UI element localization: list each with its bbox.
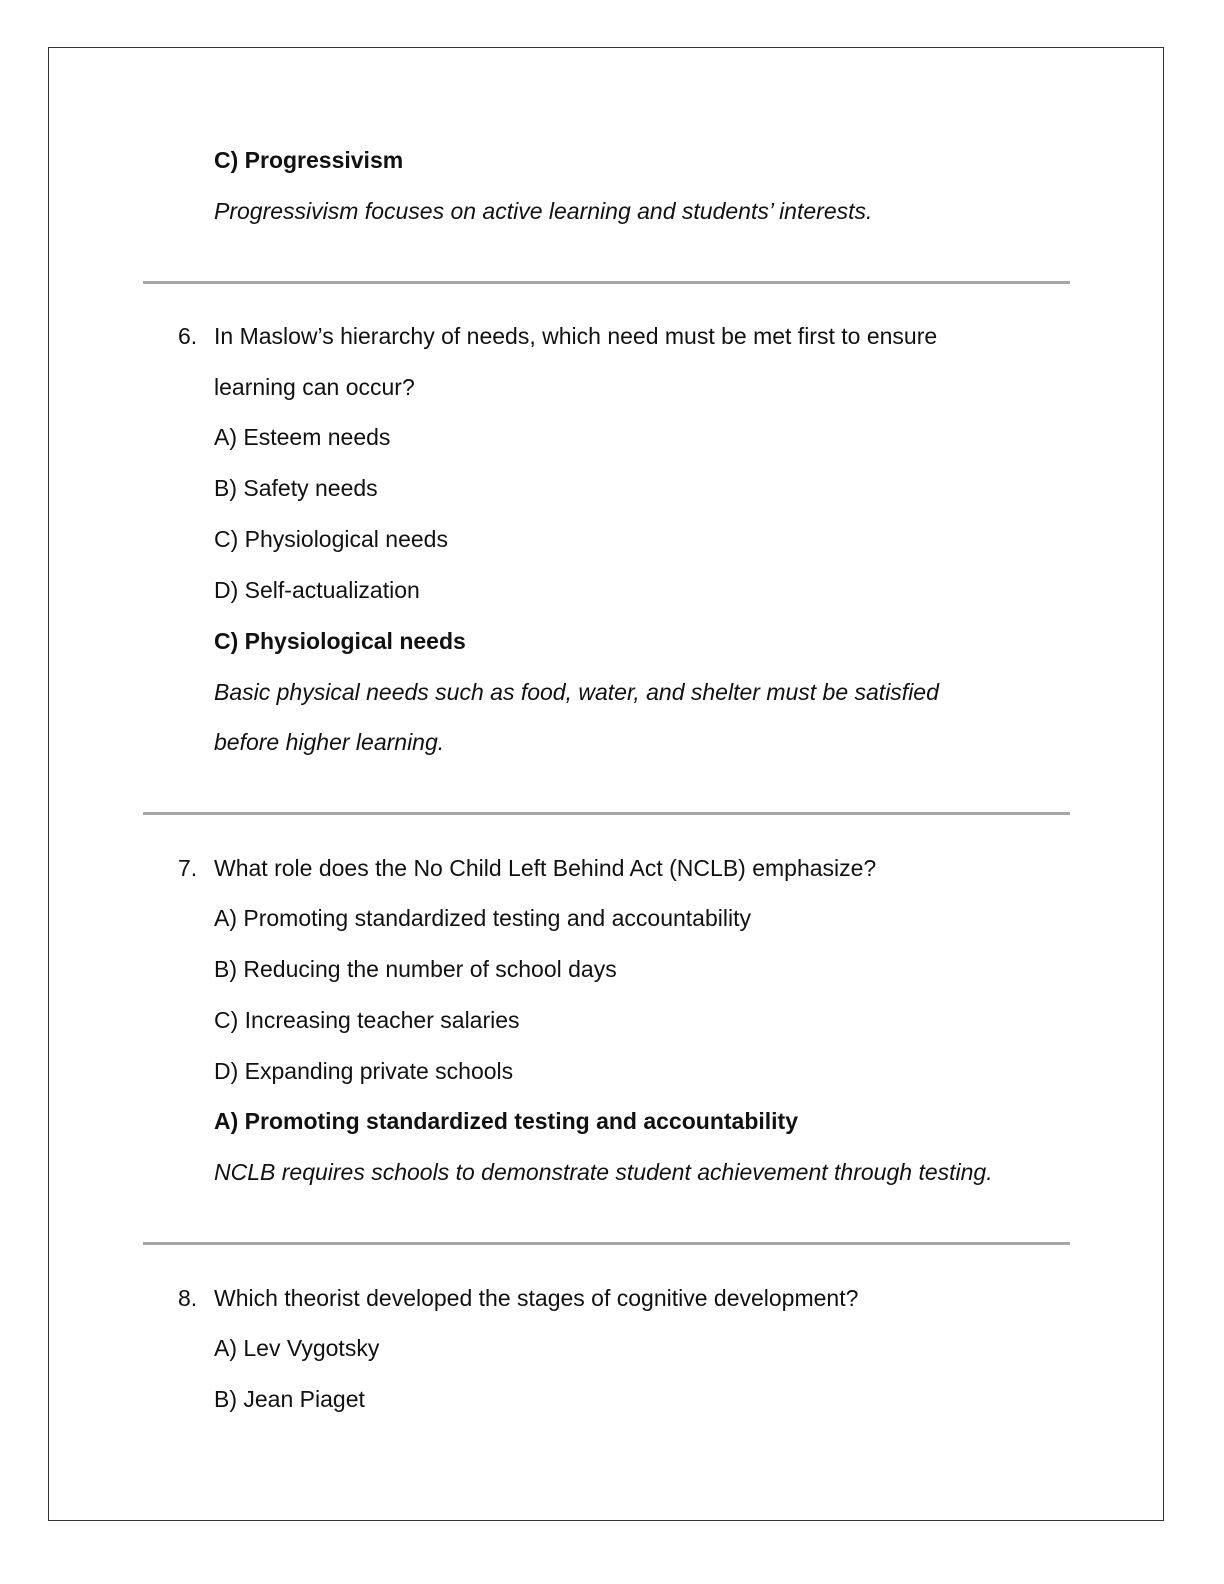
question-text: Which theorist developed the stages of cognitive development? <box>214 1285 859 1311</box>
divider <box>143 281 1070 284</box>
option-a: A) Lev Vygotsky <box>214 1335 380 1361</box>
option-b: B) Reducing the number of school days <box>214 956 617 982</box>
option-c: C) Increasing teacher salaries <box>214 1007 520 1033</box>
divider <box>143 1242 1070 1245</box>
question-text: learning can occur? <box>214 374 415 400</box>
explanation: NCLB requires schools to demonstrate student achievement through testing. <box>214 1159 993 1185</box>
option-a: A) Promoting standardized testing and accountability <box>214 905 751 931</box>
option-d: D) Expanding private schools <box>214 1058 514 1084</box>
option-a: A) Esteem needs <box>214 424 391 450</box>
question-number: 8. <box>178 1285 198 1311</box>
question-text: In Maslow’s hierarchy of needs, which need must be met first to ensure <box>214 323 938 349</box>
option-d: D) Self-actualization <box>214 577 420 603</box>
divider <box>143 812 1070 815</box>
question-text: What role does the No Child Left Behind Act (NCLB) emphasize? <box>214 855 877 881</box>
option-c: C) Physiological needs <box>214 526 448 552</box>
prev-explanation: Progressivism focuses on active learning and students’ interests. <box>214 198 873 224</box>
explanation: Basic physical needs such as food, water, and shelter must be satisfied <box>214 679 939 705</box>
option-b: B) Safety needs <box>214 475 378 501</box>
question-number: 6. <box>178 323 198 349</box>
answer: C) Physiological needs <box>214 628 466 654</box>
option-b: B) Jean Piaget <box>214 1386 365 1412</box>
prev-answer: C) Progressivism <box>214 147 404 173</box>
explanation: before higher learning. <box>214 729 445 755</box>
answer: A) Promoting standardized testing and accountability <box>214 1108 798 1134</box>
question-number: 7. <box>178 855 198 881</box>
